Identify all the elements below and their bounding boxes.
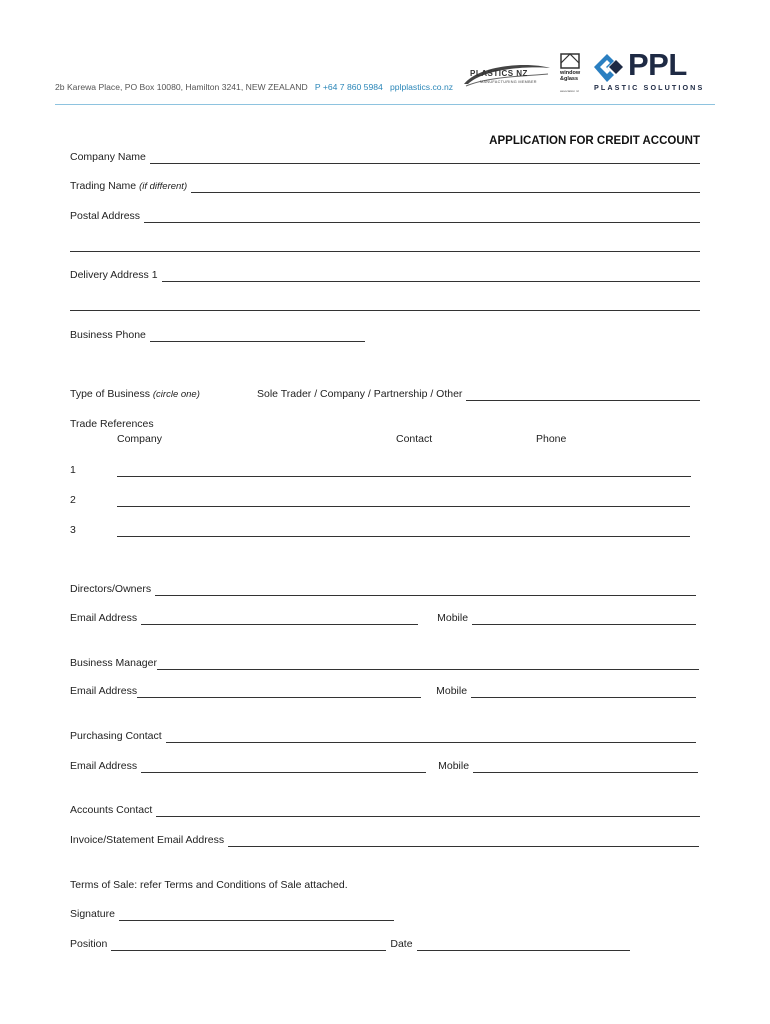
accounts-contact-label: Accounts Contact xyxy=(70,804,153,816)
trade-ref-contact-header: Contact xyxy=(396,433,433,445)
ppl-tagline: PLASTIC SOLUTIONS xyxy=(594,83,705,92)
directors-owners-label: Directors/Owners xyxy=(70,583,152,595)
position-date-row xyxy=(70,938,630,951)
trade-ref-field-3[interactable] xyxy=(117,525,690,537)
date-label: Date xyxy=(390,938,413,950)
business-type-other-field[interactable] xyxy=(466,389,700,401)
plastics-nz-name: PLASTICS NZ xyxy=(470,69,528,78)
delivery-address-field-2[interactable] xyxy=(70,299,700,311)
directors-owners-row xyxy=(70,583,696,596)
signature-field[interactable] xyxy=(119,909,394,921)
business-type-options[interactable]: Sole Trader / Company / Partnership / Other xyxy=(257,388,463,400)
email-address-label: Email Address xyxy=(70,612,138,624)
purchasing-mobile-field[interactable] xyxy=(473,761,698,773)
company-phone: P +64 7 860 5984 xyxy=(314,82,383,92)
mobile-label: Mobile xyxy=(438,760,470,772)
date-field[interactable] xyxy=(417,939,630,951)
trade-ref-phone-header: Phone xyxy=(536,433,567,445)
invoice-email-label: Invoice/Statement Email Address xyxy=(70,834,225,846)
business-phone-label: Business Phone xyxy=(70,329,146,341)
company-name-row xyxy=(70,151,700,164)
ppl-diamond-mark-icon xyxy=(592,52,626,82)
accounts-contact-field[interactable] xyxy=(156,805,700,817)
postal-address-row xyxy=(70,210,700,223)
business-manager-label: Business Manager xyxy=(70,657,157,669)
type-of-business-note: (circle one) xyxy=(152,389,200,400)
trade-ref-row-3 xyxy=(70,524,690,537)
manager-mobile-field[interactable] xyxy=(471,686,696,698)
company-contact-line xyxy=(55,82,453,92)
position-field[interactable] xyxy=(111,939,386,951)
mobile-label: Mobile xyxy=(437,612,469,624)
trading-name-note: (if different) xyxy=(139,181,188,192)
form-title: APPLICATION FOR CREDIT ACCOUNT xyxy=(489,135,700,147)
business-phone-row xyxy=(70,329,700,342)
window-glass-logo xyxy=(558,53,586,95)
manager-email-field[interactable] xyxy=(137,686,421,698)
trade-references-heading: Trade References xyxy=(70,418,154,430)
postal-address-field[interactable] xyxy=(144,211,700,223)
postal-address-label: Postal Address xyxy=(70,210,141,222)
company-name-field[interactable] xyxy=(150,152,700,164)
purchasing-email-field[interactable] xyxy=(141,761,426,773)
type-of-business-row xyxy=(70,388,700,401)
directors-contact-row xyxy=(70,612,696,625)
trade-ref-field-2[interactable] xyxy=(117,495,690,507)
plastics-nz-logo xyxy=(460,62,552,92)
invoice-email-row xyxy=(70,834,699,847)
trade-ref-number: 3 xyxy=(70,524,76,536)
trade-ref-number: 2 xyxy=(70,494,76,506)
ppl-name: PPL xyxy=(628,47,687,82)
window-glass-name: window &glass xyxy=(560,70,581,82)
delivery-address-row-2 xyxy=(70,299,700,311)
trade-ref-company-header: Company xyxy=(117,433,162,445)
postal-address-row-2 xyxy=(70,240,700,252)
purchasing-contact-row xyxy=(70,730,696,743)
trade-ref-field-1[interactable] xyxy=(117,465,691,477)
trade-ref-row-1 xyxy=(70,464,691,477)
directors-mobile-field[interactable] xyxy=(472,613,696,625)
plastics-nz-tagline: MANUFACTURING MEMBER xyxy=(480,80,537,84)
company-address: 2b Karewa Place, PO Box 10080, Hamilton 3241, NEW ZEALAND xyxy=(55,82,308,92)
ppl-logo xyxy=(592,47,717,94)
header-divider xyxy=(55,104,715,105)
email-address-label: Email Address xyxy=(70,685,138,697)
trading-name-field[interactable] xyxy=(191,181,700,193)
accounts-contact-row xyxy=(70,804,700,817)
mobile-label: Mobile xyxy=(436,685,468,697)
window-glass-tagline: association nz xyxy=(560,89,580,93)
purchasing-contact-field[interactable] xyxy=(166,731,696,743)
position-label: Position xyxy=(70,938,108,950)
postal-address-field-2[interactable] xyxy=(70,240,700,252)
company-name-label: Company Name xyxy=(70,151,146,163)
manager-contact-row xyxy=(70,685,696,698)
business-phone-field[interactable] xyxy=(150,330,365,342)
window-glass-mark-icon xyxy=(560,53,580,69)
signature-row xyxy=(70,908,394,921)
purchasing-contact-detail-row xyxy=(70,760,698,773)
purchasing-contact-label: Purchasing Contact xyxy=(70,730,162,742)
business-manager-field[interactable] xyxy=(157,658,699,670)
delivery-address-label: Delivery Address 1 xyxy=(70,269,158,281)
trading-name-label: Trading Name (if different) xyxy=(70,180,188,192)
signature-label: Signature xyxy=(70,908,115,920)
trading-name-row xyxy=(70,180,700,193)
company-website[interactable]: pplplastics.co.nz xyxy=(389,82,454,92)
trade-ref-number: 1 xyxy=(70,464,76,476)
email-address-label: Email Address xyxy=(70,760,138,772)
business-manager-row xyxy=(70,657,699,670)
invoice-email-field[interactable] xyxy=(228,835,699,847)
directors-email-field[interactable] xyxy=(141,613,418,625)
delivery-address-row xyxy=(70,269,700,282)
terms-of-sale-note: Terms of Sale: refer Terms and Conditions of Sale attached. xyxy=(70,879,348,891)
type-of-business-label: Type of Business (circle one) xyxy=(70,388,200,400)
delivery-address-field[interactable] xyxy=(162,270,700,282)
trade-ref-row-2 xyxy=(70,494,690,507)
directors-owners-field[interactable] xyxy=(155,584,696,596)
